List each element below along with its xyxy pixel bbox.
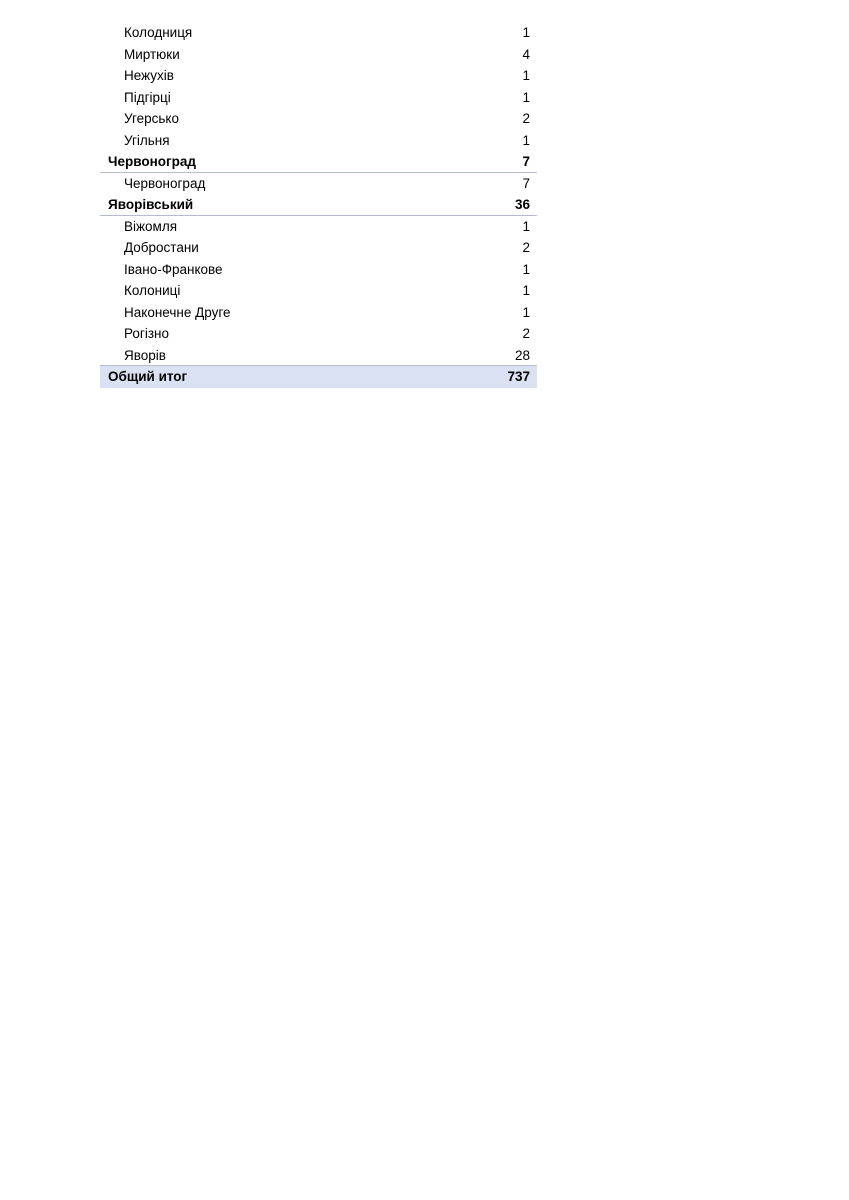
table-row — [100, 87, 537, 109]
row-label: Угерсько — [124, 111, 179, 126]
row-label: Червоноград — [124, 175, 206, 191]
row-label: Івано-Франкове — [124, 261, 223, 277]
row-value: 1 — [522, 89, 530, 105]
grand-total-label: Общий итог — [108, 369, 188, 384]
row-value: 1 — [522, 261, 530, 277]
row-value: 1 — [522, 218, 530, 234]
pivot-table — [100, 22, 537, 388]
table-row — [100, 65, 537, 87]
grand-total-row — [100, 366, 537, 388]
table-row — [100, 237, 537, 259]
row-label: Підгірці — [124, 89, 171, 105]
row-value: 1 — [522, 132, 530, 148]
row-label: Миртюки — [124, 46, 180, 62]
table-row — [100, 108, 537, 130]
row-value: 2 — [522, 111, 530, 126]
row-value: 28 — [514, 347, 530, 363]
row-label: Яворів — [124, 347, 166, 363]
row-label: Добростани — [124, 240, 199, 255]
row-value: 2 — [522, 326, 530, 341]
row-label: Наконечне Друге — [124, 304, 231, 320]
row-label: Колониці — [124, 283, 181, 298]
group-row-chervonohrad — [100, 151, 537, 173]
table-row — [100, 345, 537, 367]
row-value: 1 — [522, 283, 530, 298]
group-subtotal: 7 — [522, 154, 530, 169]
group-subtotal: 36 — [514, 197, 530, 212]
table-row — [100, 302, 537, 324]
row-value: 1 — [522, 68, 530, 83]
table-row — [100, 173, 537, 195]
row-value: 7 — [522, 175, 530, 191]
group-label: Яворівський — [108, 197, 194, 212]
table-row — [100, 44, 537, 66]
table-row — [100, 130, 537, 152]
row-label: Віжомля — [124, 218, 178, 234]
group-label: Червоноград — [108, 154, 196, 169]
row-value: 1 — [522, 304, 530, 320]
row-label: Колодниця — [124, 25, 193, 40]
row-value: 4 — [522, 46, 530, 62]
group-row-yavorivskyi — [100, 194, 537, 216]
grand-total-value: 737 — [507, 369, 530, 384]
table-row — [100, 22, 537, 44]
row-label: Рогізно — [124, 326, 169, 341]
row-label: Угільня — [124, 132, 170, 148]
table-row — [100, 259, 537, 281]
table-row — [100, 323, 537, 345]
row-value: 2 — [522, 240, 530, 255]
row-label: Нежухів — [124, 68, 174, 83]
table-row — [100, 280, 537, 302]
table-row — [100, 216, 537, 238]
row-value: 1 — [522, 25, 530, 40]
